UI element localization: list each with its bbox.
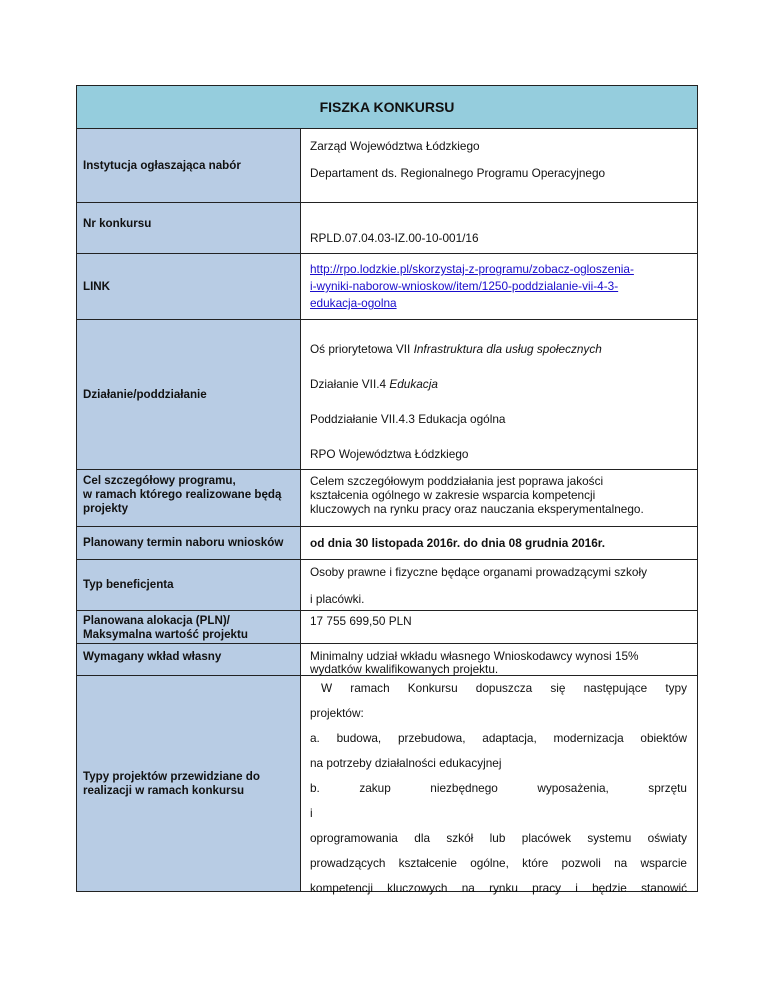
row-objective [77,470,697,527]
link-label: LINK [77,254,301,319]
action-label: Działanie/poddziałanie [77,320,301,469]
deadline-value: od dnia 30 listopada 2016r. do dnia 08 grudnia 2016r. [310,536,606,550]
beneficiary-label: Typ beneficjenta [77,560,301,610]
objective-label: Cel szczegółowy programu, w ramach którego realizowane będą projekty [77,470,301,526]
deadline-label: Planowany termin naboru wniosków [77,527,301,559]
project-types-label: Typy projektów przewidziane do realizacji w ramach konkursu [77,676,301,891]
priority-axis: Oś priorytetowa VII Infrastruktura dla usług społecznych [310,342,602,356]
institution-label: Instytucja ogłaszająca nabór [77,129,301,202]
contest-card-table [76,85,698,895]
regional-programme: RPO Województwa Łódzkiego [310,447,469,461]
allocation-value: 17 755 699,50 PLN [310,614,412,628]
row-action [77,320,697,470]
row-deadline [77,527,697,560]
row-link [77,254,697,320]
allocation-label: Planowana alokacja (PLN)/ Maksymalna wartość projektu [77,611,301,643]
beneficiary-value: Osoby prawne i fizyczne będące organami prowadzącymi szkoły i placówki. [310,565,648,606]
own-contribution-label: Wymagany wkład własny [77,644,301,675]
institution-value [301,129,697,202]
objective-value: Celem szczegółowym poddziałania jest poprawa jakości kształcenia ogólnego w zakresie wsparcia kompetencji kluczowych na rynku pracy oraz nauczania eksperymentalnego. [310,474,644,516]
row-own-contribution [77,644,697,676]
row-allocation [77,611,697,644]
contest-number-label: Nr konkursu [77,203,301,253]
institution-name: Zarząd Województwa Łódzkiego [310,139,480,153]
link-value [301,254,697,319]
own-contribution-value: Minimalny udział wkładu własnego Wnioskodawcy wynosi 15% wydatków kwalifikowanych projektu. [310,649,639,676]
measure: Działanie VII.4 Edukacja [310,377,438,391]
submeasure: Poddziałanie VII.4.3 Edukacja ogólna [310,412,506,426]
contest-number-value: RPLD.07.04.03-IZ.00-10-001/16 [310,231,479,245]
institution-department: Departament ds. Regionalnego Programu Operacyjnego [310,166,606,180]
row-beneficiary [77,560,697,611]
contest-url-link[interactable]: http://rpo.lodzkie.pl/skorzystaj-z-programu/zobacz-ogloszenia- i-wyniki-naborow-wnioskow/item/1250-poddzialanie-vii-4-3- edukacja-ogolna [310,262,634,310]
action-value [301,320,697,469]
row-project-types [77,676,697,895]
card-title: FISZKA KONKURSU [77,86,697,129]
row-institution [77,129,697,203]
row-contest-number [77,203,697,254]
project-types-value: W ramach Konkursu dopuszcza się następujące typy projektów: a. budowa, przebudowa, adaptacja, modernizacja obiektów na potrzeby działalności edukacyjnej b. zakup niezbędnego wyposażenia, sprzętu i oprogramowania dla szkół lub placówek systemu oświaty prowadzących kształcenie ogólne, które pozwoli na wsparcie kompetencji kluczowych na rynku pracy i będzie stanowić [310,681,687,895]
